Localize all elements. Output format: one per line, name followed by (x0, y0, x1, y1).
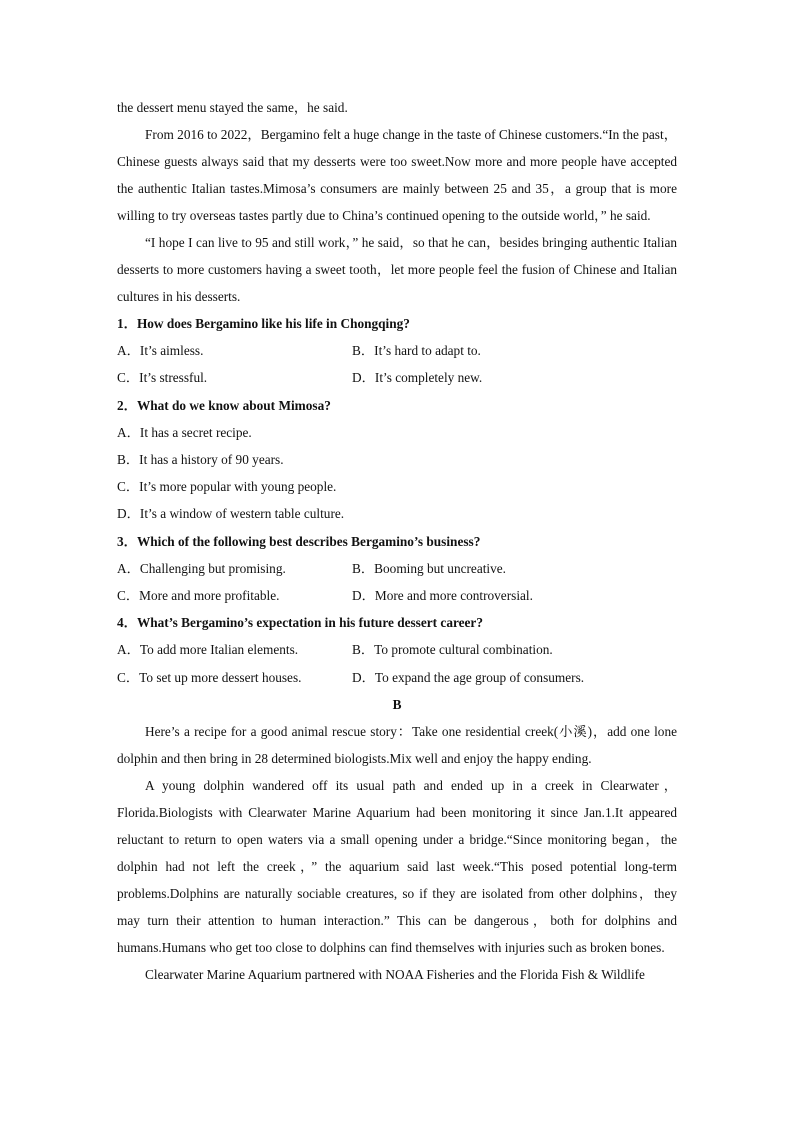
question-4 (117, 609, 677, 691)
passage-b-paragraph: Here’s a recipe for a good animal rescue story：Take one residential creek(小溪)，add one lone dolphin and then bring in 28 determined biologists.Mix well and enjoy the happy ending. (117, 723, 677, 766)
option-c: C．It’s stressful. (117, 370, 208, 386)
question-stem: 1．How does Bergamino like his life in Chongqing? (117, 316, 410, 331)
option-d: D．More and more controversial. (352, 588, 533, 604)
document-page (117, 94, 677, 988)
option-b: B．Booming but uncreative. (352, 560, 506, 576)
question-1 (117, 310, 677, 392)
passage-a-paragraph: “I hope I can live to 95 and still work，” he said，so that he can，besides bringing authentic Italian desserts to more customers having a sweet tooth，let more people feel the fusion of Chinese and Italian cultures in his desserts. (117, 235, 677, 304)
option-a: A．To add more Italian elements. (117, 642, 299, 658)
passage-a-paragraph: From 2016 to 2022，Bergamino felt a huge change in the taste of Chinese customers.“In the past，Chinese guests always said that my desserts were too sweet.Now more and more people have accepted the authentic Italian tastes.Mimosa’s consumers are mainly between 25 and 35，a group that is more willing to try overseas tastes partly due to China’s continued opening to the outside world，” he said. (117, 127, 677, 223)
question-stem: 4．What’s Bergamino’s expectation in his future dessert career? (117, 615, 483, 631)
question-stem: 3．Which of the following best describes Bergamino’s business? (117, 533, 481, 549)
option-a: A．It has a secret recipe. (117, 424, 252, 440)
option-a: A．It’s aimless. (117, 343, 204, 359)
question-2 (117, 392, 677, 528)
option-d: D．To expand the age group of consumers. (352, 669, 585, 685)
passage-b-paragraph: A young dolphin wandered off its usual path and ended up in a creek in Clearwater，Florida.Biologists with Clearwater Marine Aquarium had been monitoring it since Jan.1.It appeared reluctant to return to open waters via a small opening under a bridge.“Since monitoring began，the dolphin had not left the creek，” the aquarium said last week.“This posed potential long-term problems.Dolphins are naturally sociable creatures, so if they are isolated from other dolphins，they may turn their attention to human interaction.” This can be dangerous，both for dolphins and humans.Humans who get too close to dolphins can find themselves with injuries such as broken bones. (117, 777, 677, 955)
option-b: B．To promote cultural combination. (352, 642, 553, 658)
question-3 (117, 528, 677, 610)
section-b-heading: B (392, 696, 402, 712)
option-a: A．Challenging but promising. (117, 560, 286, 576)
passage-b-paragraph: Clearwater Marine Aquarium partnered with NOAA Fisheries and the Florida Fish & Wildlife (145, 966, 645, 982)
option-c: C．It’s more popular with young people. (117, 479, 337, 495)
option-c: C．More and more profitable. (117, 588, 280, 604)
option-d: D．It’s a window of western table culture. (117, 506, 345, 522)
option-c: C．To set up more dessert houses. (117, 669, 302, 685)
option-d: D．It’s completely new. (352, 370, 483, 386)
question-stem: 2．What do we know about Mimosa? (117, 397, 331, 413)
option-b: B．It’s hard to adapt to. (352, 343, 481, 359)
option-b: B．It has a history of 90 years. (117, 452, 284, 468)
passage-a-paragraph: the dessert menu stayed the same，he said. (117, 100, 348, 115)
